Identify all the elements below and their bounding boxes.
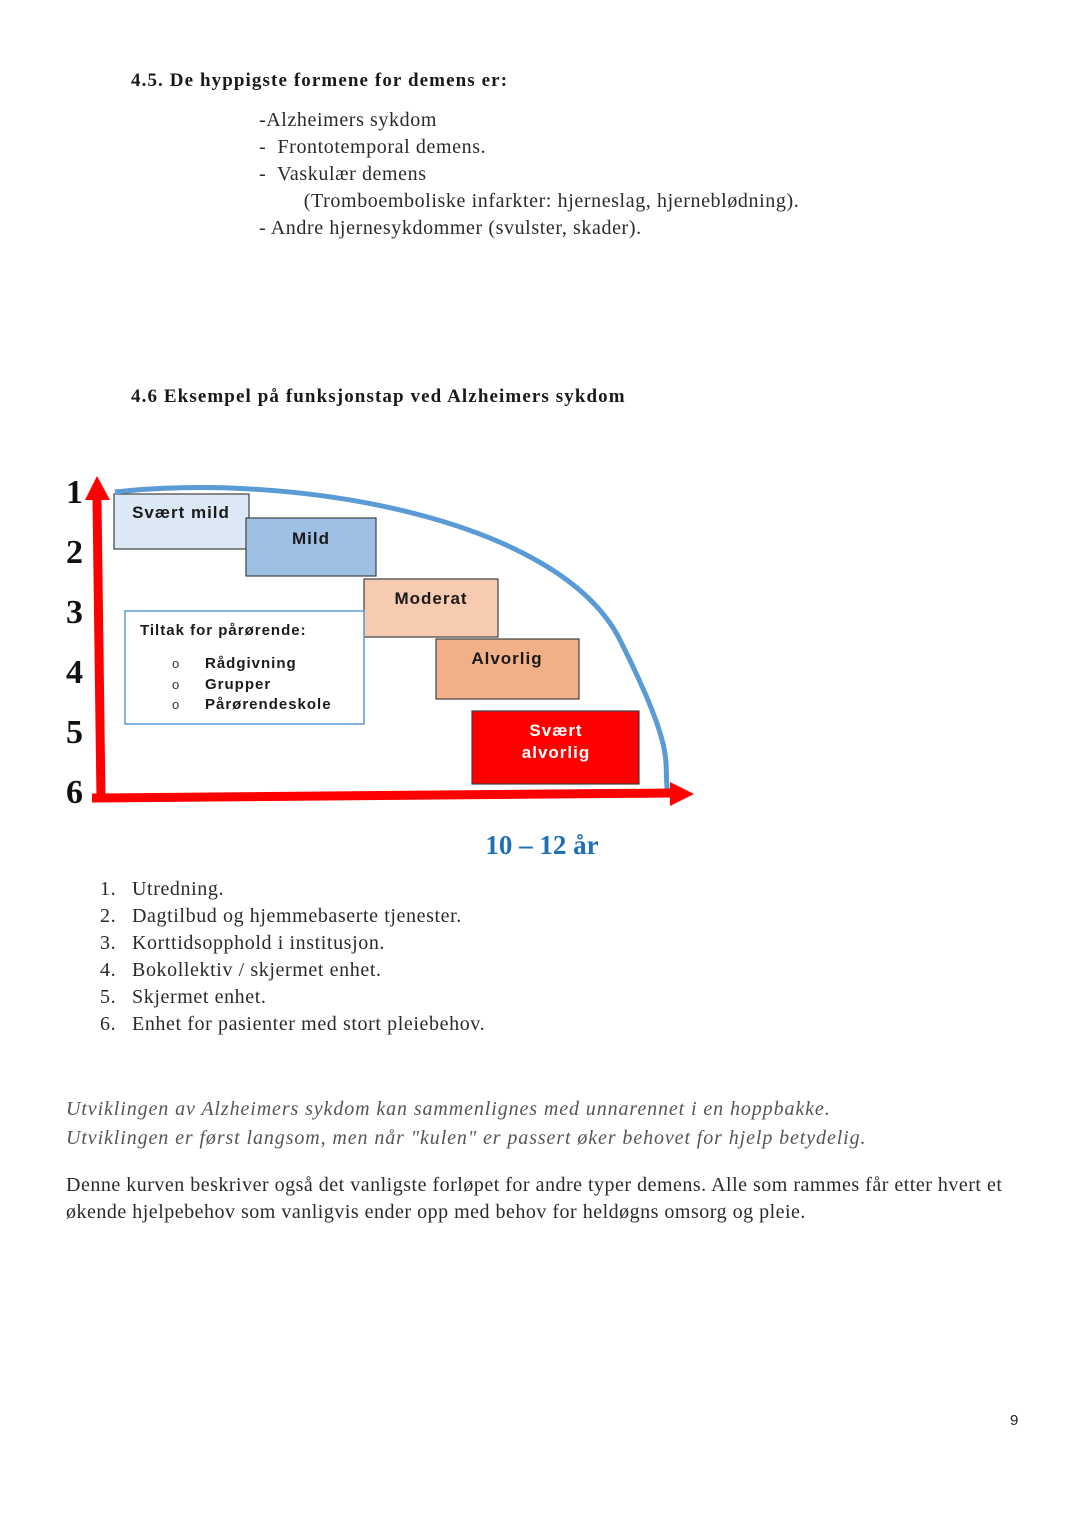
list-number: 1. — [100, 878, 117, 900]
list-number: 2. — [100, 905, 117, 927]
stage-label: alvorlig — [521, 743, 591, 762]
stage-label: Alvorlig — [471, 649, 543, 668]
list-number: 3. — [100, 932, 117, 954]
list-item — [100, 957, 485, 984]
italic-note — [66, 1095, 866, 1153]
list-item — [100, 1011, 485, 1038]
function-loss-diagram — [0, 460, 760, 880]
tiltak-box — [125, 611, 364, 724]
y-label: 5 — [66, 714, 83, 751]
dementia-forms-list — [259, 107, 799, 242]
tiltak-item: Grupper — [205, 676, 272, 693]
list-item — [100, 903, 485, 930]
body-paragraph: Denne kurven beskriver også det vanligste forløpet for andre typer demens. Alle som rammes får etter hvert et økende hjelpebehov som vanligvis ender opp med behov for heldøgns omsorg og pleie. — [66, 1174, 1003, 1223]
stage-mild — [246, 518, 376, 576]
list-item: - Frontotemporal demens. — [259, 136, 487, 158]
stage-label: Svært — [529, 721, 583, 740]
care-level-list — [100, 876, 485, 1038]
stage-very-mild — [114, 494, 249, 549]
stage-moderate — [364, 579, 498, 637]
list-item — [100, 876, 485, 903]
tiltak-item: Rådgivning — [205, 655, 297, 672]
bullet-icon: o — [172, 697, 180, 712]
list-number: 4. — [100, 959, 117, 981]
y-label: 6 — [66, 774, 83, 811]
stage-label: Svært mild — [132, 503, 230, 522]
y-label: 1 — [66, 474, 83, 511]
stage-label: Moderat — [394, 589, 468, 608]
list-text: Enhet for pasienter med stort pleiebehov. — [132, 1013, 486, 1035]
x-axis-label: 10 – 12 år — [485, 830, 599, 860]
list-text: Dagtilbud og hjemmebaserte tjenester. — [132, 905, 462, 927]
y-label: 2 — [66, 534, 83, 571]
page-number: 9 — [1010, 1412, 1019, 1429]
y-axis-arrowhead-icon — [85, 476, 110, 500]
list-text: Bokollektiv / skjermet enhet. — [132, 959, 382, 981]
list-item: (Tromboemboliske infarkter: hjerneslag, hjerneblødning). — [259, 190, 800, 212]
list-item: -Alzheimers sykdom — [259, 109, 437, 131]
list-item — [100, 930, 485, 957]
list-text: Skjermet enhet. — [132, 986, 267, 1008]
x-axis-arrowhead-icon — [670, 782, 694, 806]
italic-line: Utviklingen er først langsom, men når "kulen" er passert øker behovet for hjelp betydelig. — [66, 1127, 867, 1149]
stage-severe — [436, 639, 579, 699]
y-axis — [97, 500, 101, 800]
bullet-icon: o — [172, 677, 180, 692]
list-item: - Vaskulær demens — [259, 163, 427, 185]
y-label: 4 — [66, 654, 83, 691]
stage-label: Mild — [292, 529, 330, 548]
y-label: 3 — [66, 594, 83, 631]
list-number: 5. — [100, 986, 117, 1008]
stage-box — [364, 579, 498, 637]
list-text: Utredning. — [132, 878, 225, 900]
section-4-5-heading: 4.5. De hyppigste formene for demens er: — [131, 70, 509, 91]
list-text: Korttidsopphold i institusjon. — [132, 932, 386, 954]
italic-line: Utviklingen av Alzheimers sykdom kan sammenlignes med unnarennet i en hoppbakke. — [66, 1098, 831, 1120]
tiltak-item: Pårørendeskole — [205, 696, 332, 713]
bullet-icon: o — [172, 656, 180, 671]
stage-box — [436, 639, 579, 699]
stage-very-severe — [472, 711, 639, 784]
list-number: 6. — [100, 1013, 117, 1035]
list-item — [100, 984, 485, 1011]
tiltak-title: Tiltak for pårørende: — [140, 622, 307, 639]
list-item: - Andre hjernesykdommer (svulster, skader). — [259, 217, 642, 239]
section-4-6-heading: 4.6 Eksempel på funksjonstap ved Alzheimers sykdom — [131, 386, 626, 407]
x-axis — [92, 793, 672, 798]
